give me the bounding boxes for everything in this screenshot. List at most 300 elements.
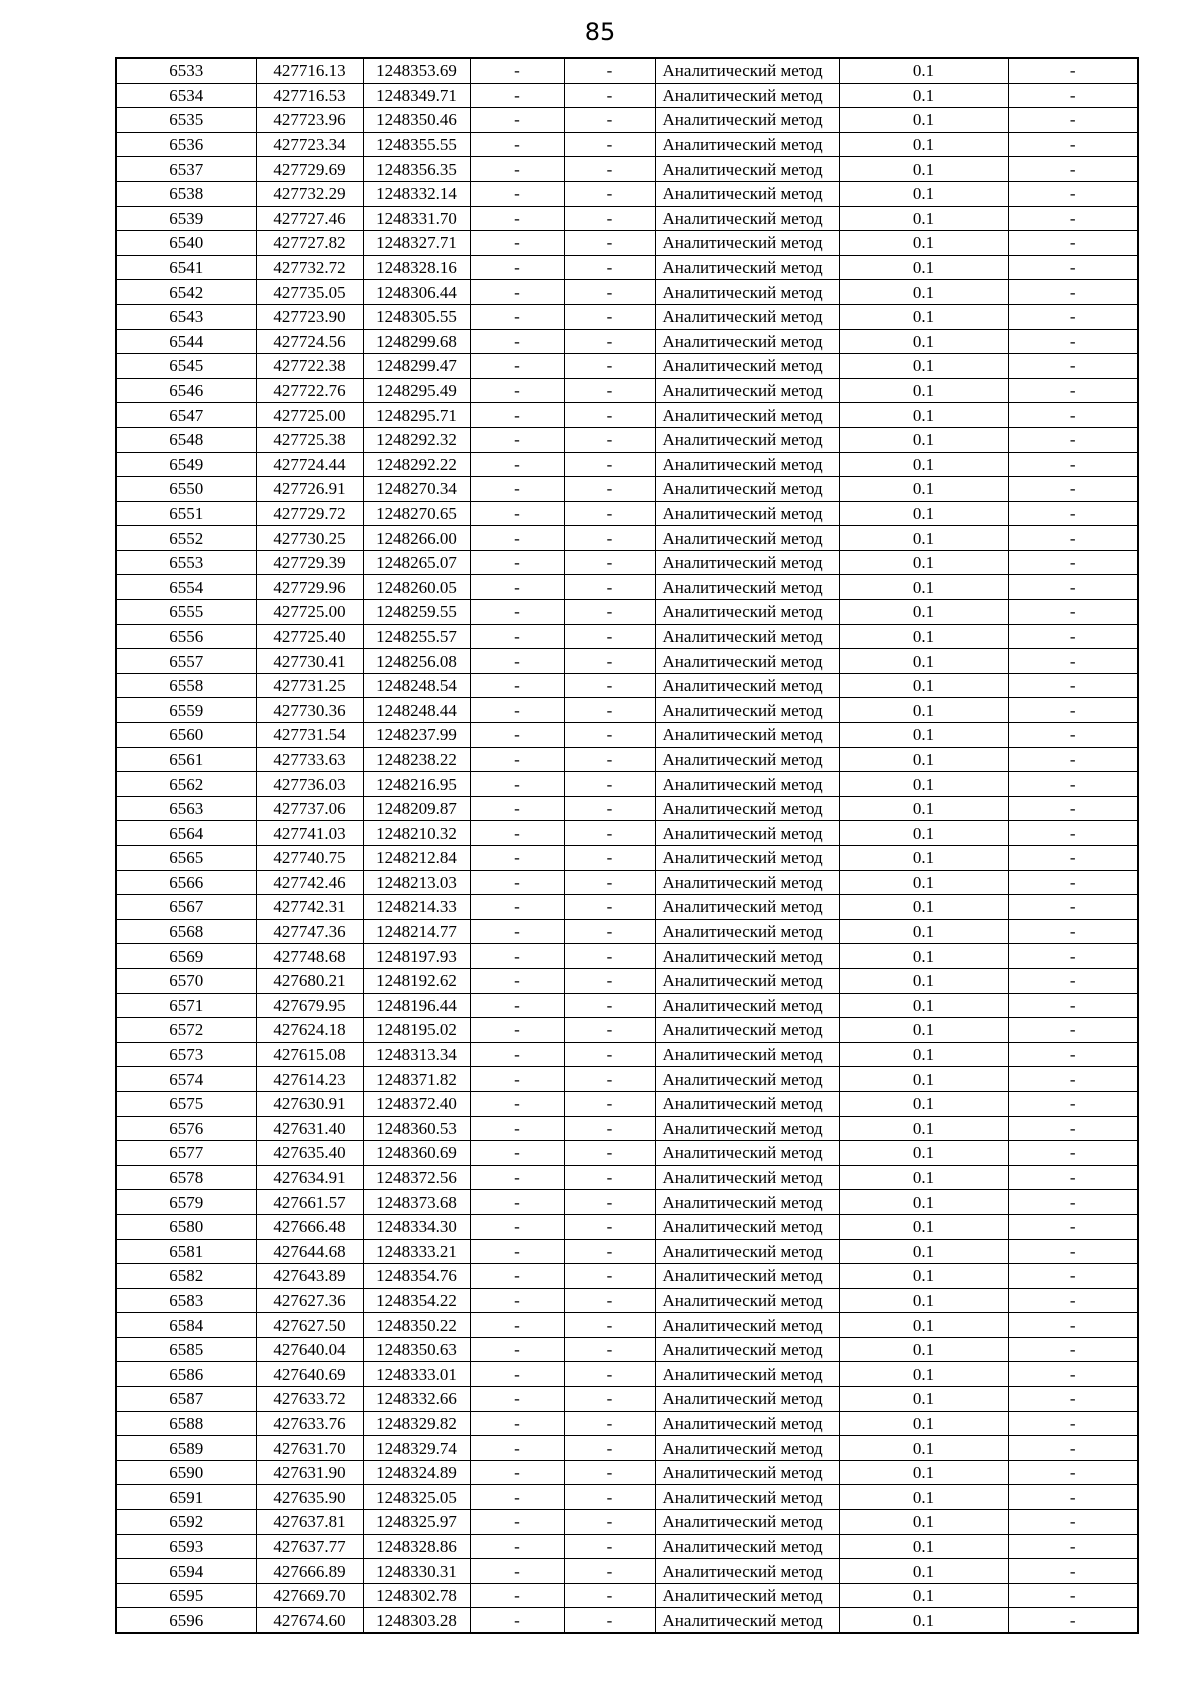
accuracy-cell: 0.1 xyxy=(839,1608,1008,1633)
y-coordinate-cell: 1248212.84 xyxy=(363,846,470,871)
x-coordinate-cell: 427737.06 xyxy=(256,796,363,821)
empty-value-cell: - xyxy=(470,919,564,944)
accuracy-cell: 0.1 xyxy=(839,1190,1008,1215)
empty-value-cell: - xyxy=(470,403,564,428)
empty-value-cell: - xyxy=(564,600,655,625)
accuracy-cell: 0.1 xyxy=(839,526,1008,551)
point-number-cell: 6560 xyxy=(116,723,256,748)
empty-value-cell: - xyxy=(564,1485,655,1510)
y-coordinate-cell: 1248209.87 xyxy=(363,796,470,821)
x-coordinate-cell: 427624.18 xyxy=(256,1018,363,1043)
method-cell: Аналитический метод xyxy=(655,501,839,526)
empty-value-cell: - xyxy=(1008,1165,1138,1190)
x-coordinate-cell: 427729.39 xyxy=(256,550,363,575)
x-coordinate-cell: 427666.89 xyxy=(256,1559,363,1584)
method-cell: Аналитический метод xyxy=(655,796,839,821)
point-number-cell: 6562 xyxy=(116,772,256,797)
y-coordinate-cell: 1248350.46 xyxy=(363,108,470,133)
accuracy-cell: 0.1 xyxy=(839,1313,1008,1338)
empty-value-cell: - xyxy=(564,796,655,821)
point-number-cell: 6581 xyxy=(116,1239,256,1264)
point-number-cell: 6592 xyxy=(116,1510,256,1535)
point-number-cell: 6574 xyxy=(116,1067,256,1092)
table-row xyxy=(116,181,1138,206)
y-coordinate-cell: 1248332.14 xyxy=(363,181,470,206)
accuracy-cell: 0.1 xyxy=(839,575,1008,600)
y-coordinate-cell: 1248197.93 xyxy=(363,944,470,969)
empty-value-cell: - xyxy=(1008,354,1138,379)
table-body xyxy=(116,58,1138,1633)
empty-value-cell: - xyxy=(470,649,564,674)
method-cell: Аналитический метод xyxy=(655,1559,839,1584)
point-number-cell: 6577 xyxy=(116,1141,256,1166)
method-cell: Аналитический метод xyxy=(655,747,839,772)
empty-value-cell: - xyxy=(470,1337,564,1362)
method-cell: Аналитический метод xyxy=(655,600,839,625)
point-number-cell: 6596 xyxy=(116,1608,256,1633)
empty-value-cell: - xyxy=(564,231,655,256)
accuracy-cell: 0.1 xyxy=(839,452,1008,477)
accuracy-cell: 0.1 xyxy=(839,58,1008,83)
empty-value-cell: - xyxy=(470,1239,564,1264)
accuracy-cell: 0.1 xyxy=(839,1460,1008,1485)
table-row xyxy=(116,673,1138,698)
x-coordinate-cell: 427724.44 xyxy=(256,452,363,477)
table-row xyxy=(116,354,1138,379)
x-coordinate-cell: 427736.03 xyxy=(256,772,363,797)
empty-value-cell: - xyxy=(470,1411,564,1436)
empty-value-cell: - xyxy=(1008,231,1138,256)
empty-value-cell: - xyxy=(470,698,564,723)
y-coordinate-cell: 1248329.82 xyxy=(363,1411,470,1436)
x-coordinate-cell: 427635.40 xyxy=(256,1141,363,1166)
accuracy-cell: 0.1 xyxy=(839,132,1008,157)
accuracy-cell: 0.1 xyxy=(839,1559,1008,1584)
empty-value-cell: - xyxy=(1008,1288,1138,1313)
point-number-cell: 6558 xyxy=(116,673,256,698)
x-coordinate-cell: 427634.91 xyxy=(256,1165,363,1190)
y-coordinate-cell: 1248210.32 xyxy=(363,821,470,846)
empty-value-cell: - xyxy=(564,1264,655,1289)
accuracy-cell: 0.1 xyxy=(839,796,1008,821)
table-row xyxy=(116,403,1138,428)
point-number-cell: 6572 xyxy=(116,1018,256,1043)
method-cell: Аналитический метод xyxy=(655,723,839,748)
empty-value-cell: - xyxy=(1008,403,1138,428)
accuracy-cell: 0.1 xyxy=(839,1141,1008,1166)
empty-value-cell: - xyxy=(564,1534,655,1559)
empty-value-cell: - xyxy=(564,58,655,83)
table-row xyxy=(116,624,1138,649)
y-coordinate-cell: 1248306.44 xyxy=(363,280,470,305)
method-cell: Аналитический метод xyxy=(655,1313,839,1338)
empty-value-cell: - xyxy=(470,1018,564,1043)
method-cell: Аналитический метод xyxy=(655,772,839,797)
x-coordinate-cell: 427732.29 xyxy=(256,181,363,206)
x-coordinate-cell: 427733.63 xyxy=(256,747,363,772)
point-number-cell: 6582 xyxy=(116,1264,256,1289)
y-coordinate-cell: 1248302.78 xyxy=(363,1583,470,1608)
x-coordinate-cell: 427730.36 xyxy=(256,698,363,723)
y-coordinate-cell: 1248360.53 xyxy=(363,1116,470,1141)
empty-value-cell: - xyxy=(1008,1190,1138,1215)
empty-value-cell: - xyxy=(470,1510,564,1535)
point-number-cell: 6589 xyxy=(116,1436,256,1461)
accuracy-cell: 0.1 xyxy=(839,698,1008,723)
accuracy-cell: 0.1 xyxy=(839,1337,1008,1362)
empty-value-cell: - xyxy=(1008,550,1138,575)
accuracy-cell: 0.1 xyxy=(839,772,1008,797)
accuracy-cell: 0.1 xyxy=(839,649,1008,674)
empty-value-cell: - xyxy=(1008,575,1138,600)
y-coordinate-cell: 1248356.35 xyxy=(363,157,470,182)
y-coordinate-cell: 1248266.00 xyxy=(363,526,470,551)
method-cell: Аналитический метод xyxy=(655,304,839,329)
empty-value-cell: - xyxy=(564,1116,655,1141)
accuracy-cell: 0.1 xyxy=(839,1091,1008,1116)
point-number-cell: 6593 xyxy=(116,1534,256,1559)
table-row xyxy=(116,1313,1138,1338)
y-coordinate-cell: 1248248.44 xyxy=(363,698,470,723)
accuracy-cell: 0.1 xyxy=(839,157,1008,182)
y-coordinate-cell: 1248214.33 xyxy=(363,895,470,920)
empty-value-cell: - xyxy=(564,354,655,379)
point-number-cell: 6556 xyxy=(116,624,256,649)
accuracy-cell: 0.1 xyxy=(839,1387,1008,1412)
x-coordinate-cell: 427661.57 xyxy=(256,1190,363,1215)
empty-value-cell: - xyxy=(1008,1042,1138,1067)
x-coordinate-cell: 427729.96 xyxy=(256,575,363,600)
accuracy-cell: 0.1 xyxy=(839,181,1008,206)
accuracy-cell: 0.1 xyxy=(839,1583,1008,1608)
point-number-cell: 6563 xyxy=(116,796,256,821)
accuracy-cell: 0.1 xyxy=(839,1264,1008,1289)
empty-value-cell: - xyxy=(470,280,564,305)
empty-value-cell: - xyxy=(470,501,564,526)
table-row xyxy=(116,1559,1138,1584)
method-cell: Аналитический метод xyxy=(655,698,839,723)
x-coordinate-cell: 427631.70 xyxy=(256,1436,363,1461)
table-row xyxy=(116,1214,1138,1239)
method-cell: Аналитический метод xyxy=(655,895,839,920)
table-row xyxy=(116,821,1138,846)
empty-value-cell: - xyxy=(1008,157,1138,182)
table-row xyxy=(116,1411,1138,1436)
accuracy-cell: 0.1 xyxy=(839,280,1008,305)
table-row xyxy=(116,157,1138,182)
empty-value-cell: - xyxy=(564,206,655,231)
empty-value-cell: - xyxy=(470,624,564,649)
empty-value-cell: - xyxy=(470,895,564,920)
x-coordinate-cell: 427669.70 xyxy=(256,1583,363,1608)
method-cell: Аналитический метод xyxy=(655,206,839,231)
table-row xyxy=(116,895,1138,920)
table-row xyxy=(116,846,1138,871)
empty-value-cell: - xyxy=(1008,452,1138,477)
empty-value-cell: - xyxy=(564,698,655,723)
point-number-cell: 6542 xyxy=(116,280,256,305)
table-row xyxy=(116,1116,1138,1141)
empty-value-cell: - xyxy=(1008,624,1138,649)
y-coordinate-cell: 1248328.86 xyxy=(363,1534,470,1559)
x-coordinate-cell: 427631.90 xyxy=(256,1460,363,1485)
point-number-cell: 6555 xyxy=(116,600,256,625)
method-cell: Аналитический метод xyxy=(655,968,839,993)
table-row xyxy=(116,550,1138,575)
empty-value-cell: - xyxy=(470,427,564,452)
method-cell: Аналитический метод xyxy=(655,1436,839,1461)
method-cell: Аналитический метод xyxy=(655,354,839,379)
empty-value-cell: - xyxy=(564,919,655,944)
empty-value-cell: - xyxy=(564,1288,655,1313)
method-cell: Аналитический метод xyxy=(655,1165,839,1190)
table-row xyxy=(116,501,1138,526)
x-coordinate-cell: 427644.68 xyxy=(256,1239,363,1264)
y-coordinate-cell: 1248350.63 xyxy=(363,1337,470,1362)
table-row xyxy=(116,452,1138,477)
method-cell: Аналитический метод xyxy=(655,1387,839,1412)
x-coordinate-cell: 427725.38 xyxy=(256,427,363,452)
x-coordinate-cell: 427747.36 xyxy=(256,919,363,944)
x-coordinate-cell: 427731.54 xyxy=(256,723,363,748)
table-row xyxy=(116,280,1138,305)
empty-value-cell: - xyxy=(470,1313,564,1338)
y-coordinate-cell: 1248295.49 xyxy=(363,378,470,403)
x-coordinate-cell: 427730.25 xyxy=(256,526,363,551)
method-cell: Аналитический метод xyxy=(655,452,839,477)
method-cell: Аналитический метод xyxy=(655,1264,839,1289)
empty-value-cell: - xyxy=(564,427,655,452)
empty-value-cell: - xyxy=(564,1436,655,1461)
accuracy-cell: 0.1 xyxy=(839,1214,1008,1239)
accuracy-cell: 0.1 xyxy=(839,1288,1008,1313)
method-cell: Аналитический метод xyxy=(655,526,839,551)
empty-value-cell: - xyxy=(1008,280,1138,305)
empty-value-cell: - xyxy=(470,1190,564,1215)
empty-value-cell: - xyxy=(564,649,655,674)
empty-value-cell: - xyxy=(1008,649,1138,674)
empty-value-cell: - xyxy=(470,944,564,969)
method-cell: Аналитический метод xyxy=(655,132,839,157)
empty-value-cell: - xyxy=(564,132,655,157)
table-row xyxy=(116,575,1138,600)
empty-value-cell: - xyxy=(564,575,655,600)
accuracy-cell: 0.1 xyxy=(839,206,1008,231)
accuracy-cell: 0.1 xyxy=(839,108,1008,133)
empty-value-cell: - xyxy=(1008,747,1138,772)
point-number-cell: 6585 xyxy=(116,1337,256,1362)
x-coordinate-cell: 427716.13 xyxy=(256,58,363,83)
empty-value-cell: - xyxy=(1008,1337,1138,1362)
empty-value-cell: - xyxy=(470,1436,564,1461)
method-cell: Аналитический метод xyxy=(655,1534,839,1559)
empty-value-cell: - xyxy=(470,132,564,157)
empty-value-cell: - xyxy=(1008,1510,1138,1535)
empty-value-cell: - xyxy=(470,452,564,477)
empty-value-cell: - xyxy=(564,108,655,133)
empty-value-cell: - xyxy=(564,1559,655,1584)
x-coordinate-cell: 427726.91 xyxy=(256,477,363,502)
accuracy-cell: 0.1 xyxy=(839,1510,1008,1535)
point-number-cell: 6561 xyxy=(116,747,256,772)
empty-value-cell: - xyxy=(564,329,655,354)
empty-value-cell: - xyxy=(470,1485,564,1510)
point-number-cell: 6571 xyxy=(116,993,256,1018)
accuracy-cell: 0.1 xyxy=(839,255,1008,280)
empty-value-cell: - xyxy=(564,181,655,206)
method-cell: Аналитический метод xyxy=(655,919,839,944)
method-cell: Аналитический метод xyxy=(655,649,839,674)
table-row xyxy=(116,231,1138,256)
y-coordinate-cell: 1248303.28 xyxy=(363,1608,470,1633)
empty-value-cell: - xyxy=(470,231,564,256)
empty-value-cell: - xyxy=(1008,1239,1138,1264)
y-coordinate-cell: 1248349.71 xyxy=(363,83,470,108)
y-coordinate-cell: 1248329.74 xyxy=(363,1436,470,1461)
table-row xyxy=(116,944,1138,969)
empty-value-cell: - xyxy=(564,403,655,428)
y-coordinate-cell: 1248332.66 xyxy=(363,1387,470,1412)
empty-value-cell: - xyxy=(564,1067,655,1092)
empty-value-cell: - xyxy=(564,526,655,551)
empty-value-cell: - xyxy=(1008,1264,1138,1289)
empty-value-cell: - xyxy=(1008,1534,1138,1559)
empty-value-cell: - xyxy=(564,1387,655,1412)
point-number-cell: 6595 xyxy=(116,1583,256,1608)
empty-value-cell: - xyxy=(470,796,564,821)
method-cell: Аналитический метод xyxy=(655,58,839,83)
x-coordinate-cell: 427722.76 xyxy=(256,378,363,403)
method-cell: Аналитический метод xyxy=(655,255,839,280)
empty-value-cell: - xyxy=(564,1510,655,1535)
y-coordinate-cell: 1248334.30 xyxy=(363,1214,470,1239)
accuracy-cell: 0.1 xyxy=(839,378,1008,403)
table-row xyxy=(116,649,1138,674)
y-coordinate-cell: 1248292.22 xyxy=(363,452,470,477)
method-cell: Аналитический метод xyxy=(655,550,839,575)
y-coordinate-cell: 1248305.55 xyxy=(363,304,470,329)
y-coordinate-cell: 1248299.68 xyxy=(363,329,470,354)
table-row xyxy=(116,1583,1138,1608)
empty-value-cell: - xyxy=(470,526,564,551)
point-number-cell: 6579 xyxy=(116,1190,256,1215)
y-coordinate-cell: 1248192.62 xyxy=(363,968,470,993)
point-number-cell: 6533 xyxy=(116,58,256,83)
empty-value-cell: - xyxy=(1008,993,1138,1018)
x-coordinate-cell: 427635.90 xyxy=(256,1485,363,1510)
method-cell: Аналитический метод xyxy=(655,993,839,1018)
point-number-cell: 6591 xyxy=(116,1485,256,1510)
empty-value-cell: - xyxy=(470,747,564,772)
point-number-cell: 6583 xyxy=(116,1288,256,1313)
table-row xyxy=(116,796,1138,821)
table-row xyxy=(116,1018,1138,1043)
empty-value-cell: - xyxy=(470,58,564,83)
point-number-cell: 6546 xyxy=(116,378,256,403)
accuracy-cell: 0.1 xyxy=(839,1018,1008,1043)
table-row xyxy=(116,772,1138,797)
accuracy-cell: 0.1 xyxy=(839,550,1008,575)
method-cell: Аналитический метод xyxy=(655,1362,839,1387)
accuracy-cell: 0.1 xyxy=(839,501,1008,526)
method-cell: Аналитический метод xyxy=(655,427,839,452)
y-coordinate-cell: 1248360.69 xyxy=(363,1141,470,1166)
accuracy-cell: 0.1 xyxy=(839,403,1008,428)
table-row xyxy=(116,477,1138,502)
point-number-cell: 6550 xyxy=(116,477,256,502)
empty-value-cell: - xyxy=(470,772,564,797)
point-number-cell: 6549 xyxy=(116,452,256,477)
method-cell: Аналитический метод xyxy=(655,1583,839,1608)
empty-value-cell: - xyxy=(1008,1313,1138,1338)
point-number-cell: 6566 xyxy=(116,870,256,895)
accuracy-cell: 0.1 xyxy=(839,944,1008,969)
x-coordinate-cell: 427680.21 xyxy=(256,968,363,993)
point-number-cell: 6544 xyxy=(116,329,256,354)
empty-value-cell: - xyxy=(564,1141,655,1166)
empty-value-cell: - xyxy=(470,600,564,625)
y-coordinate-cell: 1248256.08 xyxy=(363,649,470,674)
empty-value-cell: - xyxy=(1008,1436,1138,1461)
empty-value-cell: - xyxy=(470,108,564,133)
table-row xyxy=(116,723,1138,748)
accuracy-cell: 0.1 xyxy=(839,747,1008,772)
method-cell: Аналитический метод xyxy=(655,108,839,133)
empty-value-cell: - xyxy=(564,280,655,305)
y-coordinate-cell: 1248299.47 xyxy=(363,354,470,379)
y-coordinate-cell: 1248373.68 xyxy=(363,1190,470,1215)
x-coordinate-cell: 427742.31 xyxy=(256,895,363,920)
empty-value-cell: - xyxy=(1008,58,1138,83)
empty-value-cell: - xyxy=(564,993,655,1018)
empty-value-cell: - xyxy=(470,846,564,871)
method-cell: Аналитический метод xyxy=(655,1411,839,1436)
y-coordinate-cell: 1248214.77 xyxy=(363,919,470,944)
point-number-cell: 6565 xyxy=(116,846,256,871)
x-coordinate-cell: 427731.25 xyxy=(256,673,363,698)
empty-value-cell: - xyxy=(564,501,655,526)
empty-value-cell: - xyxy=(564,1239,655,1264)
empty-value-cell: - xyxy=(564,255,655,280)
empty-value-cell: - xyxy=(1008,723,1138,748)
x-coordinate-cell: 427732.72 xyxy=(256,255,363,280)
x-coordinate-cell: 427724.56 xyxy=(256,329,363,354)
empty-value-cell: - xyxy=(470,993,564,1018)
y-coordinate-cell: 1248371.82 xyxy=(363,1067,470,1092)
empty-value-cell: - xyxy=(564,821,655,846)
empty-value-cell: - xyxy=(470,1608,564,1633)
table-row xyxy=(116,1190,1138,1215)
accuracy-cell: 0.1 xyxy=(839,1436,1008,1461)
empty-value-cell: - xyxy=(564,550,655,575)
empty-value-cell: - xyxy=(564,747,655,772)
empty-value-cell: - xyxy=(470,354,564,379)
y-coordinate-cell: 1248213.03 xyxy=(363,870,470,895)
method-cell: Аналитический метод xyxy=(655,1018,839,1043)
empty-value-cell: - xyxy=(564,968,655,993)
accuracy-cell: 0.1 xyxy=(839,354,1008,379)
accuracy-cell: 0.1 xyxy=(839,821,1008,846)
accuracy-cell: 0.1 xyxy=(839,1116,1008,1141)
x-coordinate-cell: 427725.40 xyxy=(256,624,363,649)
x-coordinate-cell: 427723.90 xyxy=(256,304,363,329)
method-cell: Аналитический метод xyxy=(655,1214,839,1239)
method-cell: Аналитический метод xyxy=(655,1608,839,1633)
y-coordinate-cell: 1248248.54 xyxy=(363,673,470,698)
x-coordinate-cell: 427640.69 xyxy=(256,1362,363,1387)
accuracy-cell: 0.1 xyxy=(839,231,1008,256)
empty-value-cell: - xyxy=(564,772,655,797)
